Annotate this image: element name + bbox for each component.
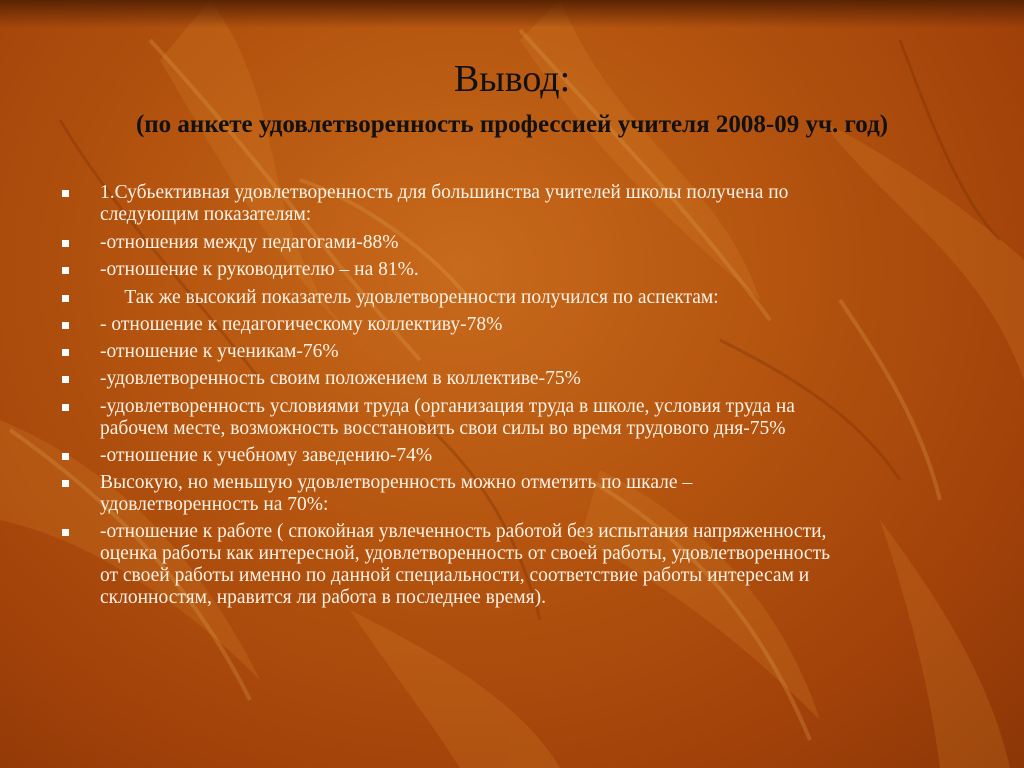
bullet-marker xyxy=(62,267,69,274)
list-item: -отношение к ученикам-76% xyxy=(100,341,339,362)
list-item: -отношение к работе ( спокойная увлеченность работой без испытания напряженности, оценка работы как интересной, удовлетворенность от своей работы, удовлетворенность от своей работы именно по данной специальности, соответствие работы интересам и склонностям, нравится ли работа в последнее время). xyxy=(100,521,831,608)
bullet-marker xyxy=(62,322,69,329)
slide-title: Вывод: xyxy=(453,58,571,100)
list-item: -отношения между педагогами-88% xyxy=(100,232,399,253)
list-item: Высокую, но меньшую удовлетворенность можно отметить по шкале – удовлетворенность на 70%: xyxy=(100,472,693,515)
bullet-marker xyxy=(62,349,69,356)
list-item: -удовлетворенность своим положением в коллективе-75% xyxy=(100,368,581,389)
list-item: - отношение к педагогическому коллективу-78% xyxy=(100,314,503,335)
list-item: 1.Субьективная удовлетворенность для большинства учителей школы получена по следующим показателям: xyxy=(100,182,789,225)
bullet-marker xyxy=(62,480,69,487)
bullet-marker xyxy=(62,295,69,302)
bullet-marker xyxy=(62,529,69,536)
list-item: -отношение к учебному заведению-74% xyxy=(100,445,433,466)
bullet-marker xyxy=(62,240,69,247)
list-item: Так же высокий показатель удовлетворенности получился по аспектам: xyxy=(100,287,719,308)
list-item: -отношение к руководителю – на 81%. xyxy=(100,259,419,280)
list-item: -удовлетворенность условиями труда (организация труда в школе, условия труда на рабочем месте, возможность восстановить свои силы во время трудового дня-75% xyxy=(100,396,795,439)
bullet-marker xyxy=(62,404,69,411)
bullet-marker xyxy=(62,453,69,460)
slide-subtitle: (по анкете удовлетворенность профессией учителя 2008-09 уч. год) xyxy=(135,111,889,138)
bullet-marker xyxy=(62,190,69,197)
bullet-marker xyxy=(62,376,69,383)
